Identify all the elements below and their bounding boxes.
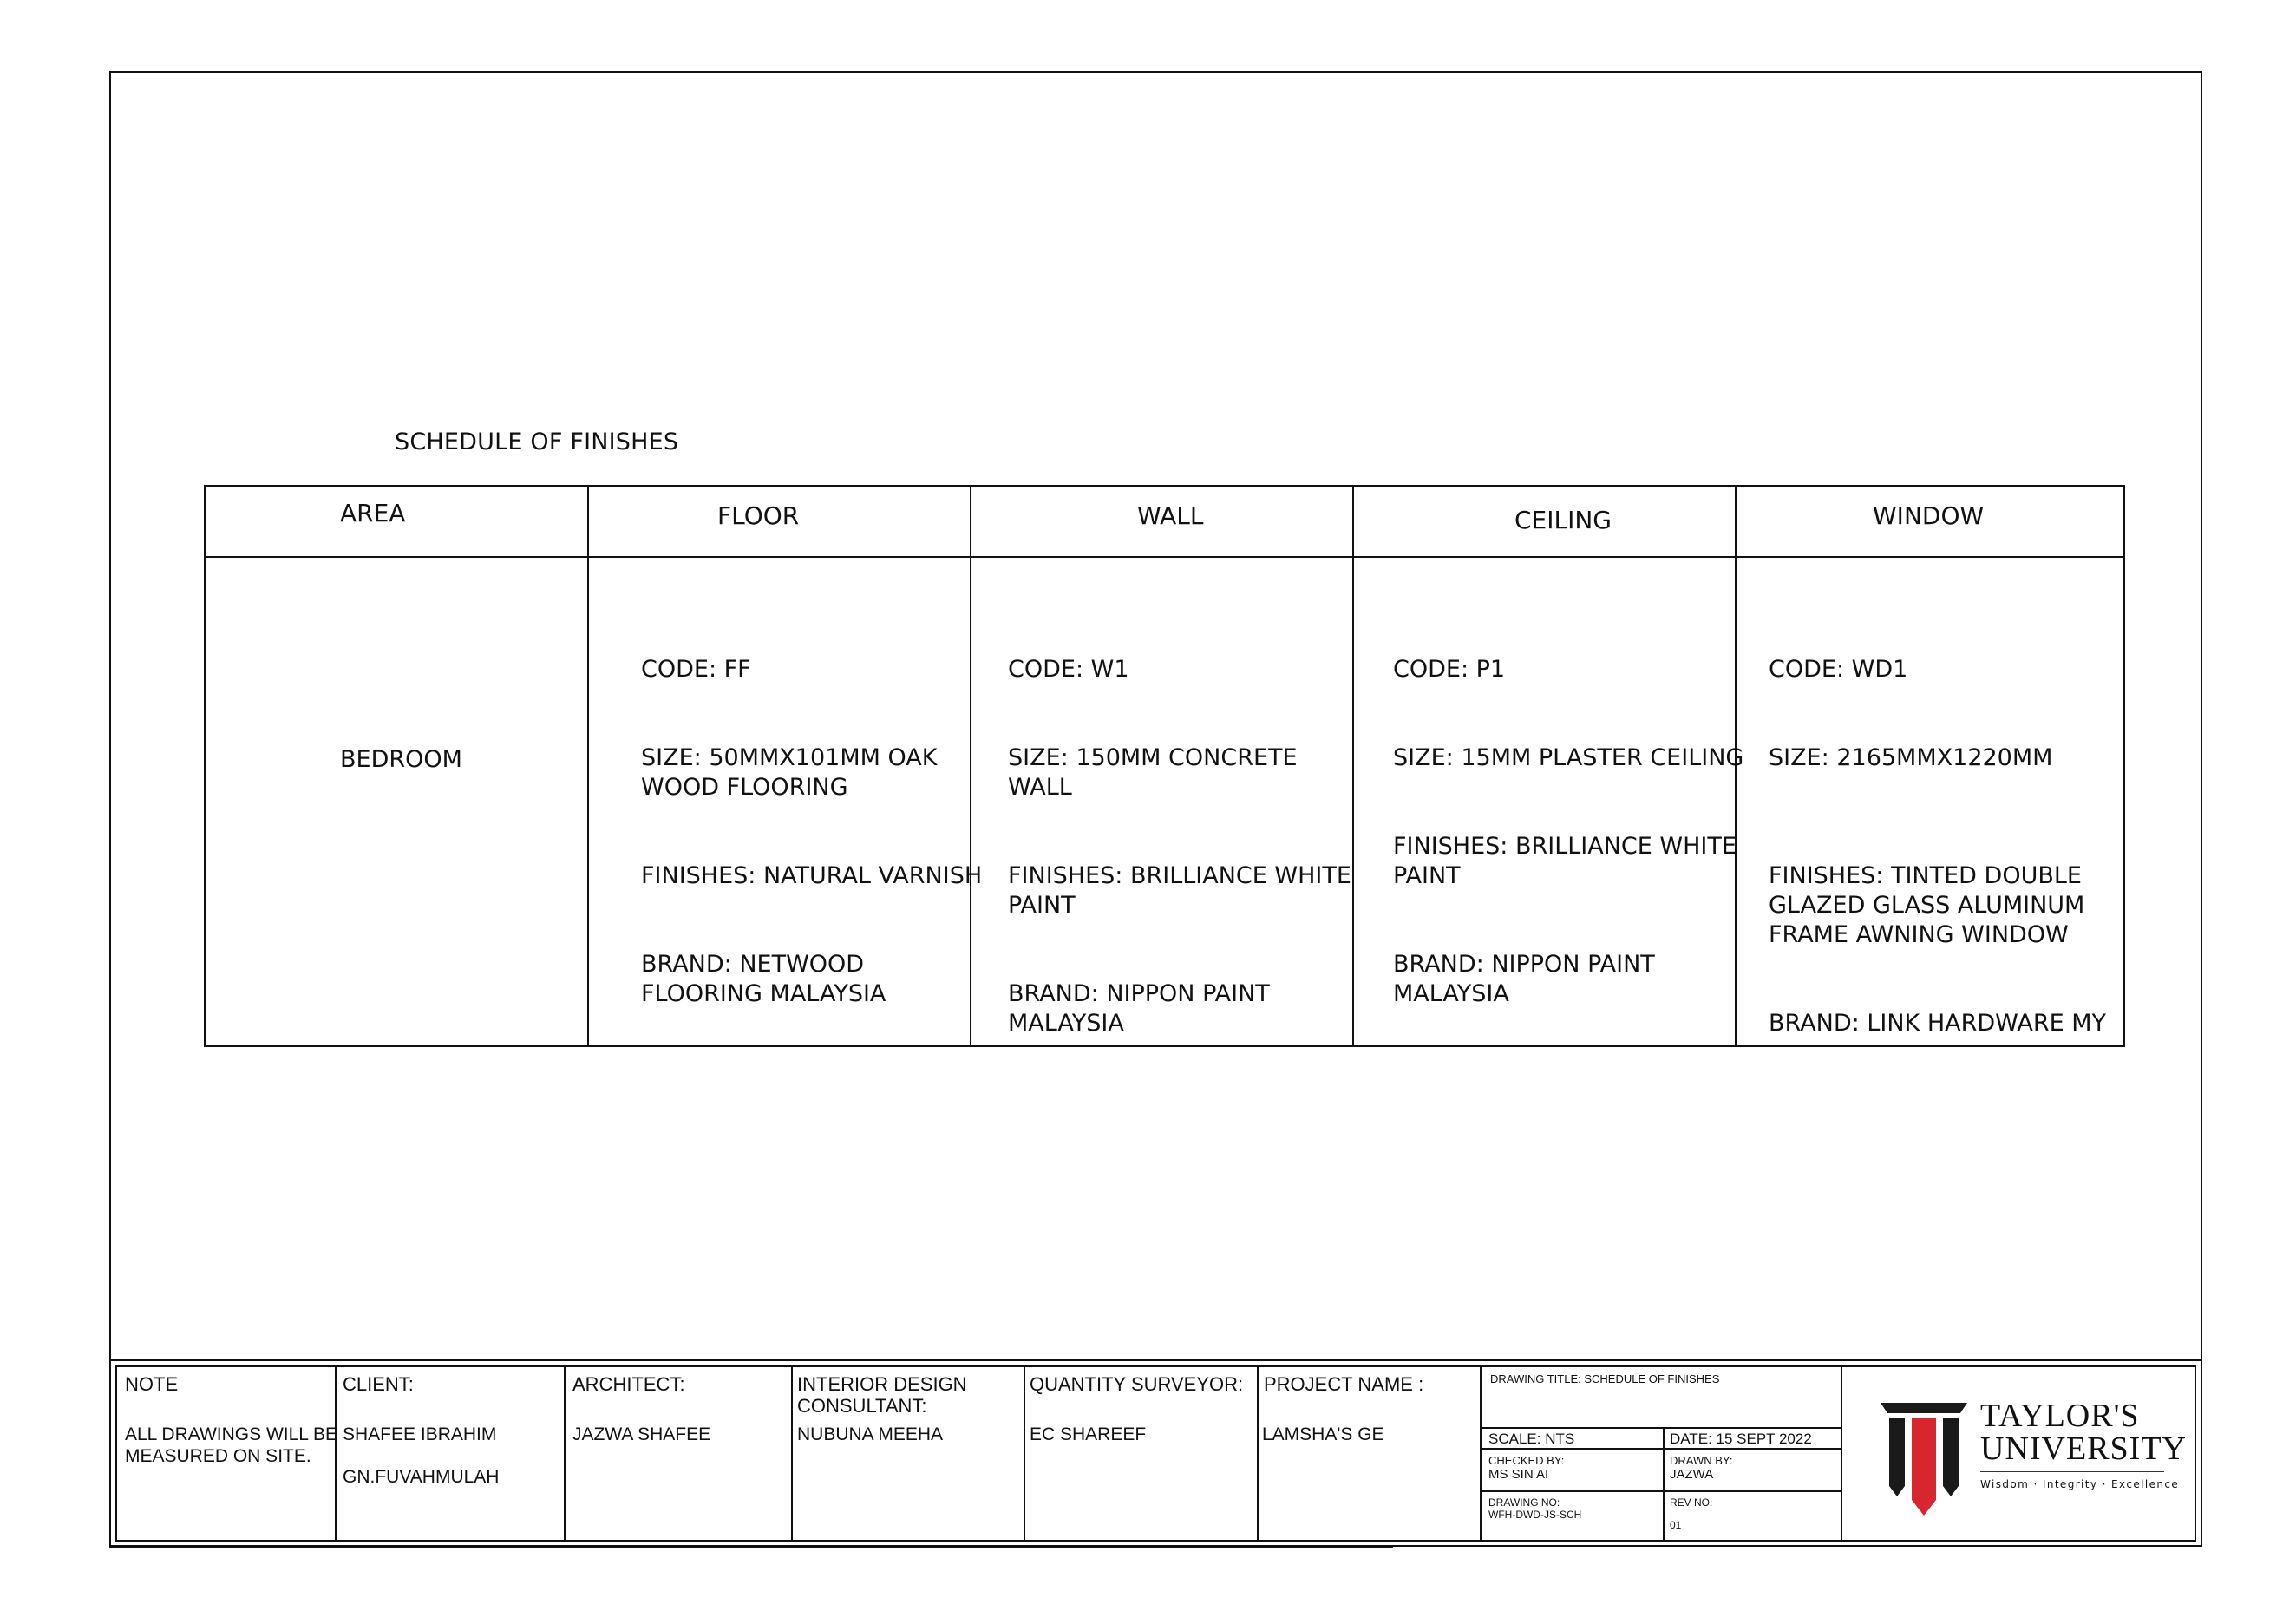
wall-finishes: FINISHES: BRILLIANCE WHITE PAINT	[1008, 862, 1351, 919]
header-wall: WALL	[1137, 501, 1204, 530]
title-block-bottom-rule	[109, 1545, 1393, 1548]
architect-name: JAZWA SHAFEE	[572, 1424, 711, 1444]
title-block-divider	[564, 1367, 566, 1540]
logo-wordmark-line2: UNIVERSITY	[1980, 1431, 2187, 1467]
logo-crest-left	[1889, 1418, 1905, 1496]
interior-label: INTERIOR DESIGN CONSULTANT:	[797, 1373, 967, 1417]
rev-no: 01	[1670, 1519, 1682, 1531]
qs-name: EC SHAREEF	[1030, 1424, 1147, 1444]
ceiling-brand: BRAND: NIPPON PAINT MALAYSIA	[1393, 951, 1655, 1007]
floor-finishes: FINISHES: NATURAL VARNISH	[641, 862, 983, 889]
scale: SCALE: NTS	[1488, 1431, 1575, 1447]
drawing-no: WFH-DWD-JS-SCH	[1488, 1509, 1582, 1521]
architect-label: ARCHITECT:	[572, 1373, 685, 1395]
title-block-divider	[1663, 1427, 1665, 1540]
drawing-title: DRAWING TITLE: SCHEDULE OF FINISHES	[1490, 1372, 1720, 1385]
rev-no-label: REV NO:	[1670, 1496, 1713, 1509]
wall-spec	[1008, 625, 1351, 1097]
ceiling-code: CODE: P1	[1393, 656, 1506, 683]
title-block-divider	[791, 1367, 793, 1540]
title-block-top-rule	[109, 1359, 2202, 1363]
interior-name: NUBUNA MEEHA	[797, 1424, 944, 1444]
logo-wordmark-line1: TAYLOR'S	[1980, 1398, 2140, 1434]
floor-size: SIZE: 50MMX101MM OAK WOOD FLOORING	[641, 744, 938, 801]
ceiling-spec	[1393, 625, 1743, 1068]
header-divider	[206, 556, 2123, 558]
wall-size: SIZE: 150MM CONCRETE WALL	[1008, 744, 1298, 801]
logo-crest-right	[1943, 1418, 1959, 1496]
logo-tagline: Wisdom · Integrity · Excellence	[1980, 1478, 2180, 1490]
checked-by: MS SIN AI	[1488, 1467, 1549, 1482]
title-block-rule	[1480, 1490, 1841, 1492]
logo-crest-center	[1912, 1418, 1936, 1516]
drawn-by: JAZWA	[1670, 1467, 1714, 1482]
title-block-rule	[1480, 1448, 1841, 1450]
window-brand: BRAND: LINK HARDWARE MY	[1769, 1010, 2107, 1037]
window-code: CODE: WD1	[1769, 656, 1908, 683]
floor-brand: BRAND: NETWOOD FLOORING MALAYSIA	[641, 951, 886, 1007]
title-block-divider	[1257, 1367, 1259, 1540]
qs-label: QUANTITY SURVEYOR:	[1030, 1373, 1244, 1395]
column-divider	[587, 487, 589, 1045]
project-name: LAMSHA'S GE	[1262, 1424, 1384, 1444]
title-block-divider	[1024, 1367, 1025, 1540]
ceiling-size: SIZE: 15MM PLASTER CEILING	[1393, 744, 1744, 771]
client-location: GN.FUVAHMULAH	[343, 1467, 500, 1487]
taylors-university-logo-icon	[1881, 1403, 1967, 1516]
wall-brand: BRAND: NIPPON PAINT MALAYSIA	[1008, 980, 1270, 1037]
drawing-no-label: DRAWING NO:	[1488, 1496, 1560, 1509]
column-divider	[1352, 487, 1354, 1045]
wall-code: CODE: W1	[1008, 656, 1129, 683]
window-spec	[1769, 625, 2106, 1097]
area-value: BEDROOM	[340, 746, 462, 773]
schedule-title: SCHEDULE OF FINISHES	[395, 429, 679, 455]
header-ceiling: CEILING	[1514, 506, 1612, 534]
window-size: SIZE: 2165MMX1220MM	[1769, 744, 2053, 771]
drawn-by-label: DRAWN BY:	[1670, 1454, 1733, 1467]
header-window: WINDOW	[1873, 501, 1985, 530]
client-label: CLIENT:	[343, 1373, 414, 1395]
header-floor: FLOOR	[717, 501, 800, 530]
schedule-table	[204, 485, 2125, 1047]
note-label: NOTE	[125, 1373, 179, 1395]
floor-spec	[641, 625, 982, 1068]
title-block-divider	[1480, 1367, 1482, 1540]
project-label: PROJECT NAME :	[1264, 1373, 1424, 1395]
header-area: AREA	[340, 499, 406, 527]
checked-by-label: CHECKED BY:	[1488, 1454, 1565, 1467]
note-text: ALL DRAWINGS WILL BE MEASURED ON SITE.	[125, 1424, 338, 1466]
title-block-divider	[1841, 1367, 1842, 1540]
ceiling-finishes: FINISHES: BRILLIANCE WHITE PAINT	[1393, 833, 1737, 889]
floor-code: CODE: FF	[641, 656, 751, 683]
client-name: SHAFEE IBRAHIM	[343, 1424, 497, 1444]
logo-crest-bar	[1881, 1403, 1967, 1413]
window-finishes: FINISHES: TINTED DOUBLE GLAZED GLASS ALUMINUM FRAME AWNING WINDOW	[1769, 862, 2085, 948]
title-block-rule	[1480, 1427, 1841, 1429]
date: DATE: 15 SEPT 2022	[1670, 1431, 1812, 1447]
logo-rule	[1980, 1471, 2164, 1472]
